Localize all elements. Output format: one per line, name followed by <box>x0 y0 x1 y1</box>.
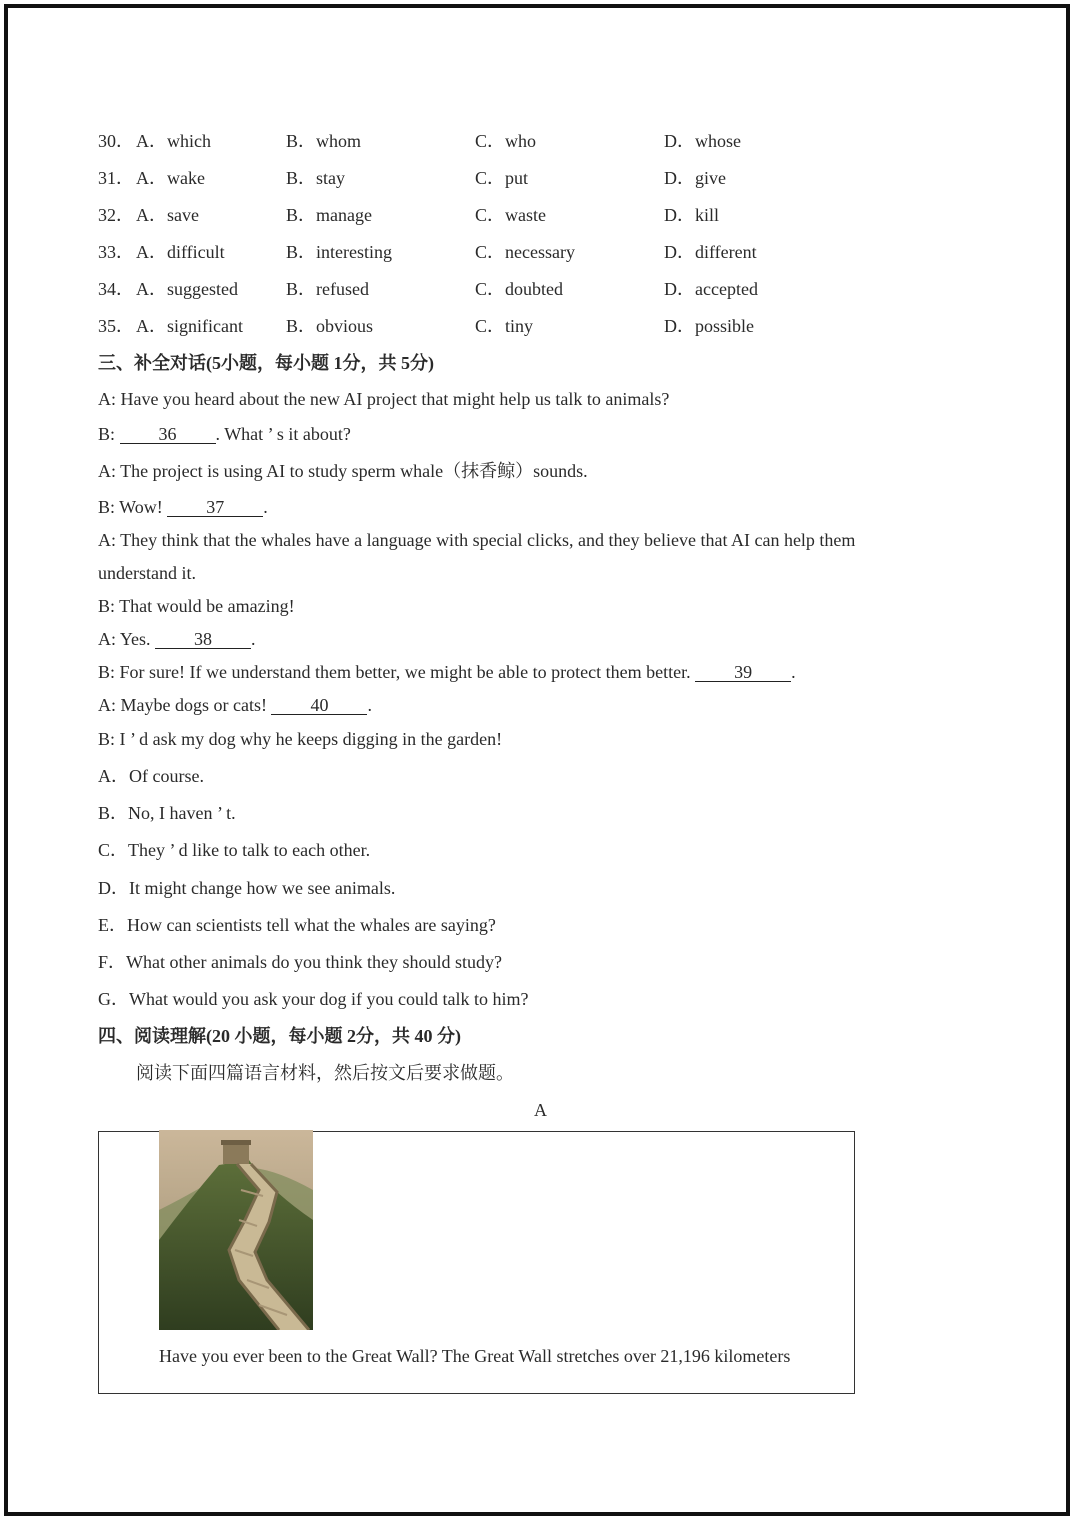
dialogue-line <box>98 628 256 650</box>
line-text: A: Yes. <box>98 629 156 649</box>
option-a: A．difficult <box>136 242 225 262</box>
line-text: . <box>367 695 372 715</box>
choice-g: G．What would you ask your dog if you could talk to him? <box>98 989 529 1009</box>
choice-a: A．Of course. <box>98 766 204 786</box>
dialogue-line <box>98 661 796 683</box>
option-b: B．stay <box>286 168 346 188</box>
option-c: C．put <box>475 168 529 188</box>
line-text: A: Maybe dogs or cats! <box>98 695 272 715</box>
blank-36: 36 <box>120 425 216 444</box>
dialogue-line: A: Have you heard about the new AI project that might help us talk to animals? <box>98 389 670 409</box>
option-c: C．waste <box>475 205 546 225</box>
dialogue-line: A: The project is using AI to study sperm whale（抹香鲸）sounds. <box>98 461 588 481</box>
option-a: A．which <box>136 131 211 151</box>
line-text: B: For sure! If we understand them better, we might be able to protect them better. <box>98 662 696 682</box>
passage-label: A <box>534 1100 547 1120</box>
option-d: D．give <box>664 168 726 188</box>
option-d: D．kill <box>664 205 720 225</box>
option-b: B．whom <box>286 131 362 151</box>
option-a: A．wake <box>136 168 205 188</box>
line-text: . <box>791 662 796 682</box>
dialogue-line <box>98 694 372 716</box>
question-number: 32． <box>98 205 134 225</box>
speaker: B: <box>98 424 120 444</box>
great-wall-image <box>159 1130 313 1330</box>
blank-38: 38 <box>155 630 251 649</box>
question-number: 34． <box>98 279 134 299</box>
option-c: C．doubted <box>475 279 563 299</box>
choice-c: C．They ’ d like to talk to each other. <box>98 840 371 860</box>
blank-37: 37 <box>167 498 263 517</box>
choice-f: F．What other animals do you think they should study? <box>98 952 502 972</box>
section4-heading: 四、阅读理解(20 小题，每小题 2分，共 40 分) <box>98 1026 461 1046</box>
dialogue-line: A: They think that the whales have a language with special clicks, and they believe that AI can help them <box>98 530 856 550</box>
choice-e: E．How can scientists tell what the whales are saying? <box>98 915 496 935</box>
choice-b: B．No, I haven ’ t. <box>98 803 236 823</box>
question-number: 31． <box>98 168 134 188</box>
dialogue-line: B: That would be amazing! <box>98 596 295 616</box>
choice-d: D．It might change how we see animals. <box>98 878 396 898</box>
option-b: B．obvious <box>286 316 374 336</box>
passage-a-box <box>98 1131 855 1394</box>
option-d: D．accepted <box>664 279 758 299</box>
line-text: . What ’ s it about? <box>215 424 351 444</box>
passage-text: Have you ever been to the Great Wall? The Great Wall stretches over 21,196 kilometers <box>159 1346 791 1366</box>
blank-40: 40 <box>271 696 367 715</box>
option-c: C．tiny <box>475 316 534 336</box>
line-text: B: Wow! <box>98 497 168 517</box>
blank-39: 39 <box>695 663 791 682</box>
option-d: D．different <box>664 242 757 262</box>
option-c: C．necessary <box>475 242 575 262</box>
dialogue-line <box>98 423 351 445</box>
option-a: A．suggested <box>136 279 238 299</box>
option-row-35 <box>98 315 858 337</box>
option-a: A．save <box>136 205 199 225</box>
option-row-31 <box>98 167 858 189</box>
dialogue-line <box>98 496 268 518</box>
option-b: B．manage <box>286 205 372 225</box>
section4-instruction: 阅读下面四篇语言材料，然后按文后要求做题。 <box>136 1063 514 1083</box>
question-number: 30． <box>98 131 134 151</box>
option-d: D．possible <box>664 316 754 336</box>
question-number: 33． <box>98 242 134 262</box>
option-b: B．refused <box>286 279 369 299</box>
option-row-33 <box>98 241 858 263</box>
option-a: A．significant <box>136 316 243 336</box>
option-c: C．who <box>475 131 537 151</box>
question-number: 35． <box>98 316 134 336</box>
option-row-34 <box>98 278 858 300</box>
option-row-30 <box>98 130 858 152</box>
dialogue-line: B: I ’ d ask my dog why he keeps digging in the garden! <box>98 729 503 749</box>
line-text: . <box>263 497 268 517</box>
option-b: B．interesting <box>286 242 392 262</box>
line-text: . <box>251 629 256 649</box>
section3-heading: 三、补全对话(5小题，每小题 1分，共 5分) <box>98 353 434 373</box>
dialogue-line: understand it. <box>98 563 196 583</box>
option-d: D．whose <box>664 131 741 151</box>
option-row-32 <box>98 204 858 226</box>
